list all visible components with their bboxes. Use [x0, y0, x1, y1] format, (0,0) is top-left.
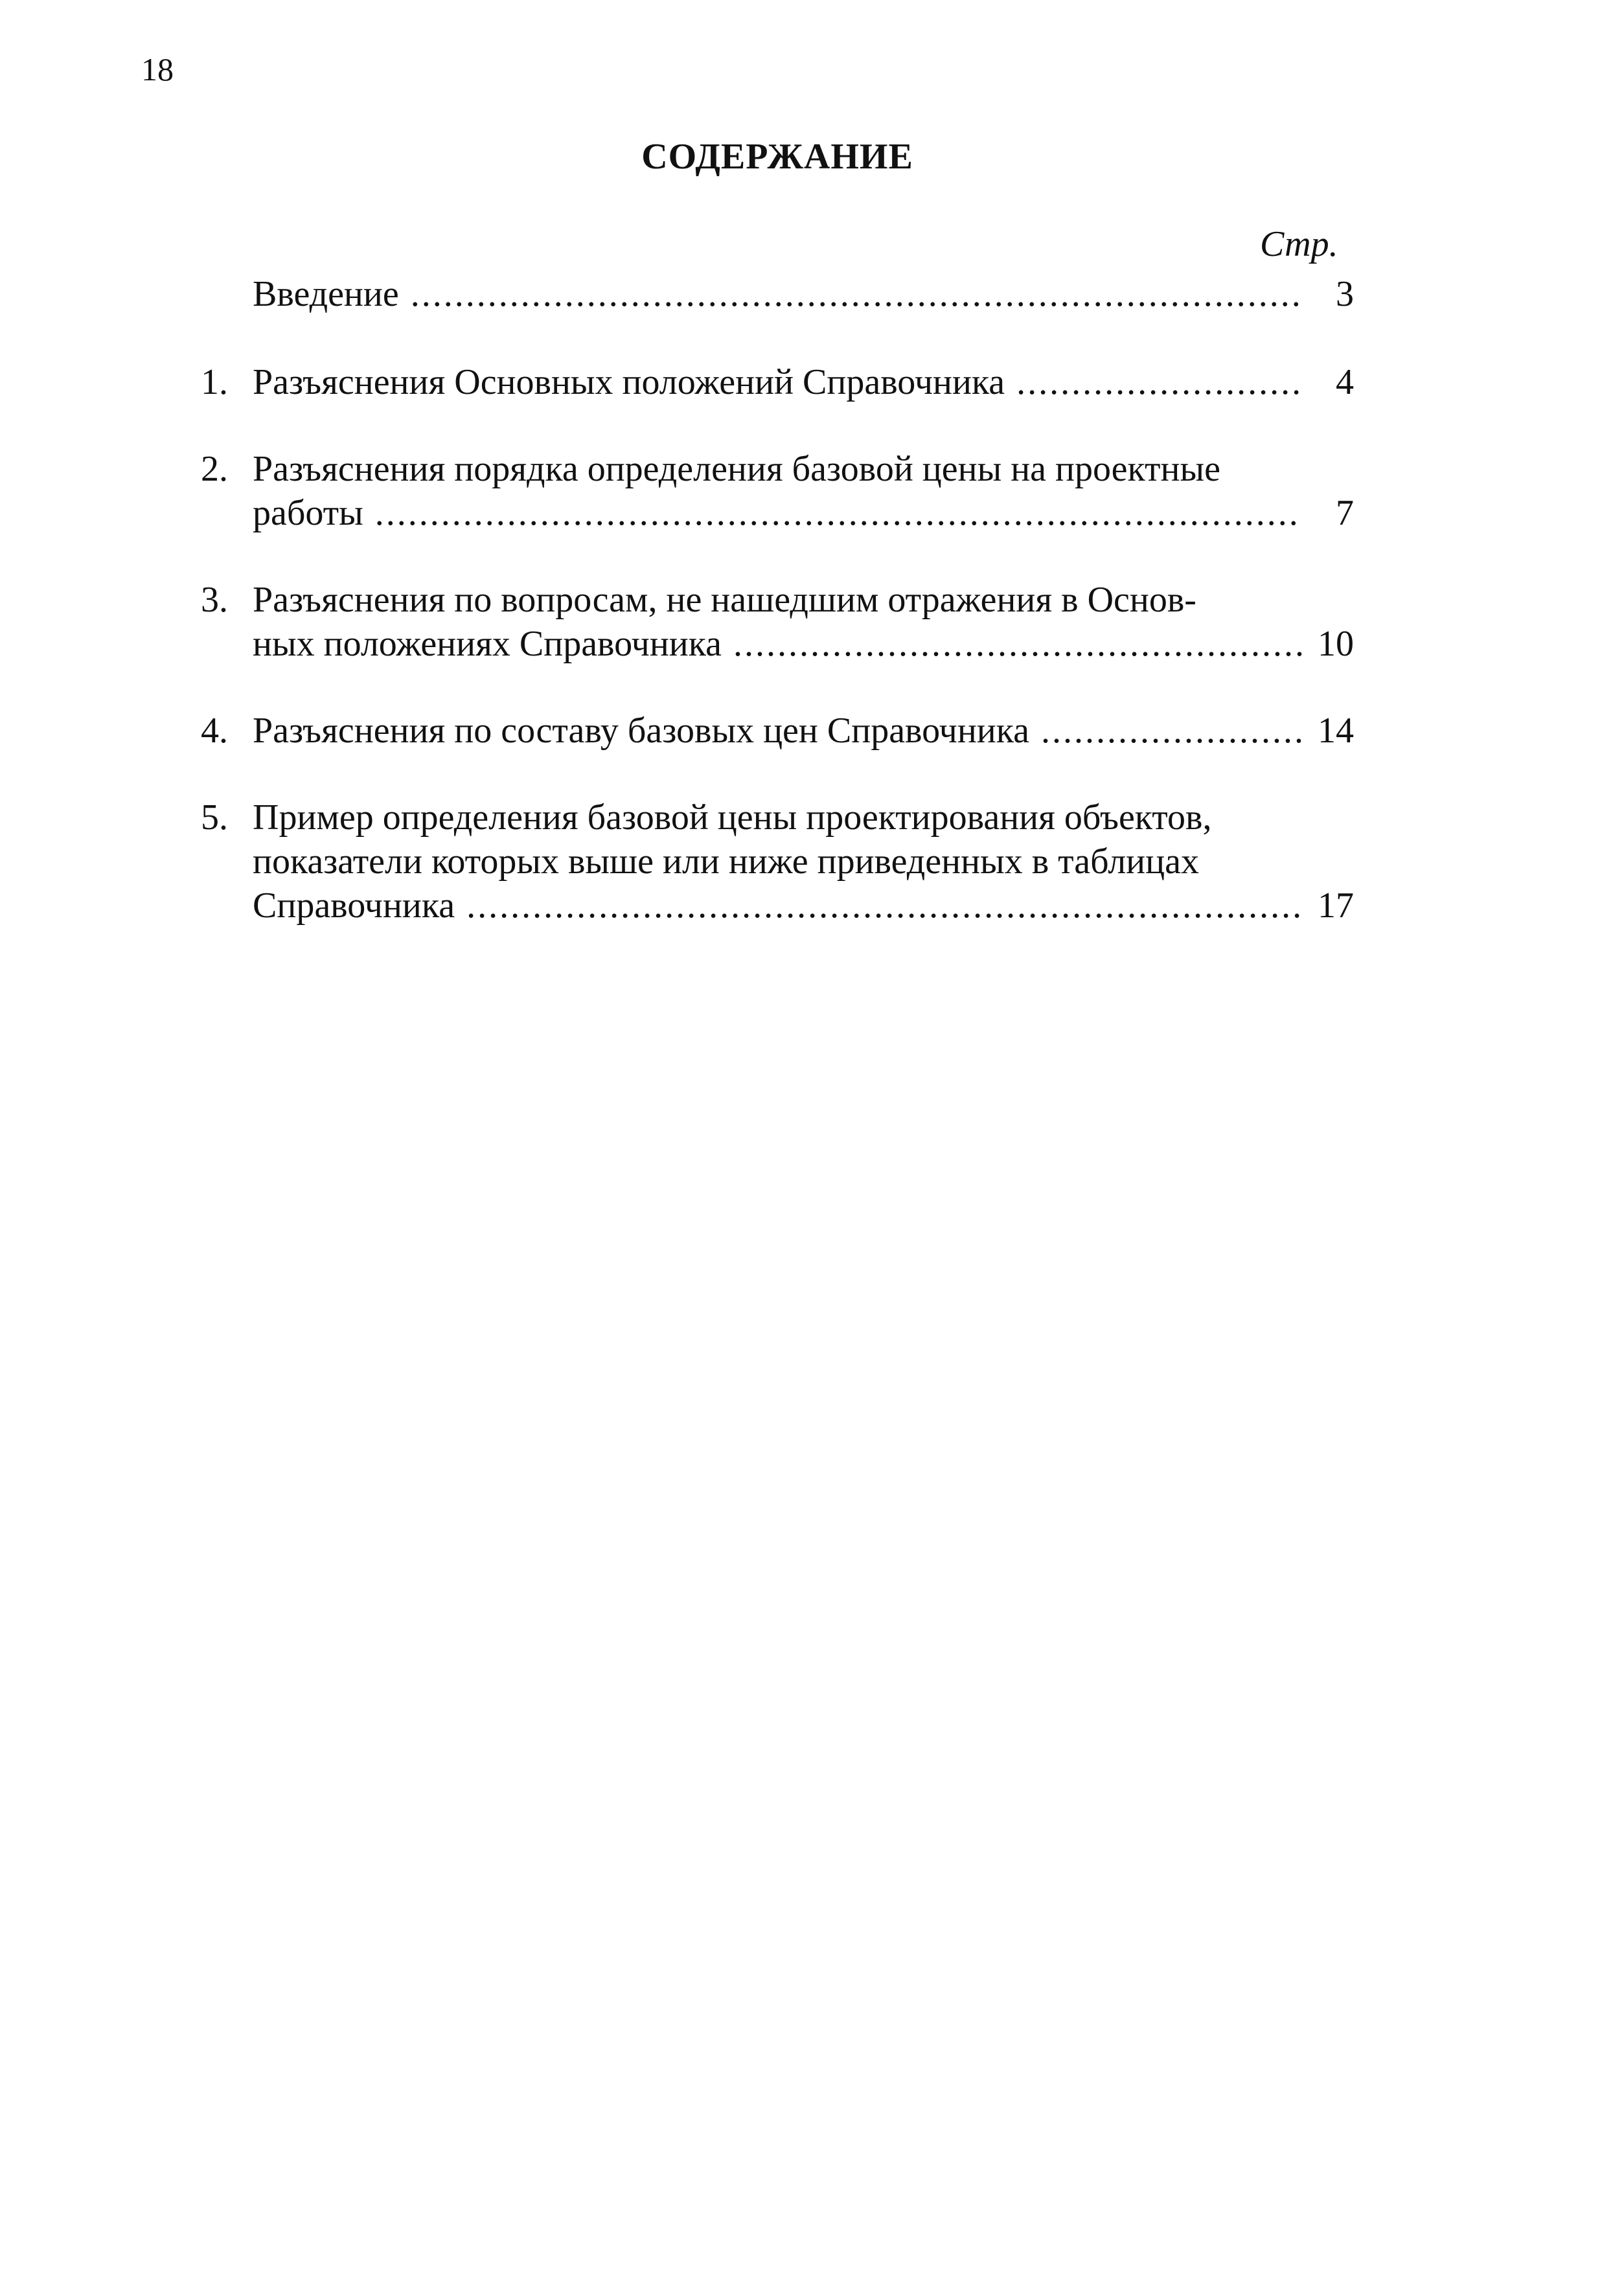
toc-leader-dots — [733, 622, 1302, 666]
toc-entry-number: 3. — [201, 580, 228, 620]
toc-entry-page: 14 — [1318, 711, 1354, 751]
toc-entry-3 — [201, 578, 1354, 666]
toc-entry-introduction — [201, 272, 1354, 316]
toc-entry-title-continued: работы — [253, 493, 363, 533]
toc-entry-page: 10 — [1318, 624, 1354, 664]
table-of-contents — [201, 272, 1354, 928]
page-title: СОДЕРЖАНИЕ — [641, 137, 913, 177]
toc-entry-page: 3 — [1336, 274, 1354, 314]
toc-entry-number: 5. — [201, 797, 228, 838]
toc-entry-number: 2. — [201, 449, 228, 489]
toc-entry-page: 4 — [1336, 362, 1354, 402]
toc-entry-2 — [201, 447, 1354, 535]
toc-leader-dots — [411, 272, 1302, 316]
toc-leader-dots — [1016, 360, 1302, 404]
toc-entry-number: 4. — [201, 711, 228, 751]
toc-entry-page: 7 — [1336, 493, 1354, 533]
toc-entry-title: Пример определения базовой цены проектирования объектов, — [253, 797, 1212, 838]
toc-leader-dots — [375, 491, 1302, 535]
toc-entry-title: Разъяснения порядка определения базовой цены на проектные — [253, 449, 1220, 489]
toc-leader-dots — [466, 884, 1302, 928]
toc-entry-1 — [201, 360, 1354, 404]
toc-entry-5 — [201, 795, 1354, 928]
page-number: 18 — [141, 51, 174, 87]
toc-entry-title: Разъяснения Основных положений Справочника — [253, 362, 1005, 402]
toc-entry-title-continued: ных положениях Справочника — [253, 624, 722, 664]
toc-entry-title-continued: показатели которых выше или ниже приведенных в таблицах — [253, 841, 1199, 882]
toc-entry-title-continued: Справочника — [253, 885, 455, 926]
toc-entry-title: Разъяснения по составу базовых цен Справочника — [253, 711, 1029, 751]
toc-entry-title: Разъяснения по вопросам, не нашедшим отражения в Основ- — [253, 580, 1196, 620]
toc-leader-dots — [1041, 709, 1302, 753]
toc-entry-page: 17 — [1318, 885, 1354, 926]
toc-entry-4 — [201, 709, 1354, 753]
page-column-label: Стр. — [1260, 224, 1338, 264]
toc-entry-title: Введение — [253, 274, 399, 314]
toc-entry-number: 1. — [201, 362, 228, 402]
